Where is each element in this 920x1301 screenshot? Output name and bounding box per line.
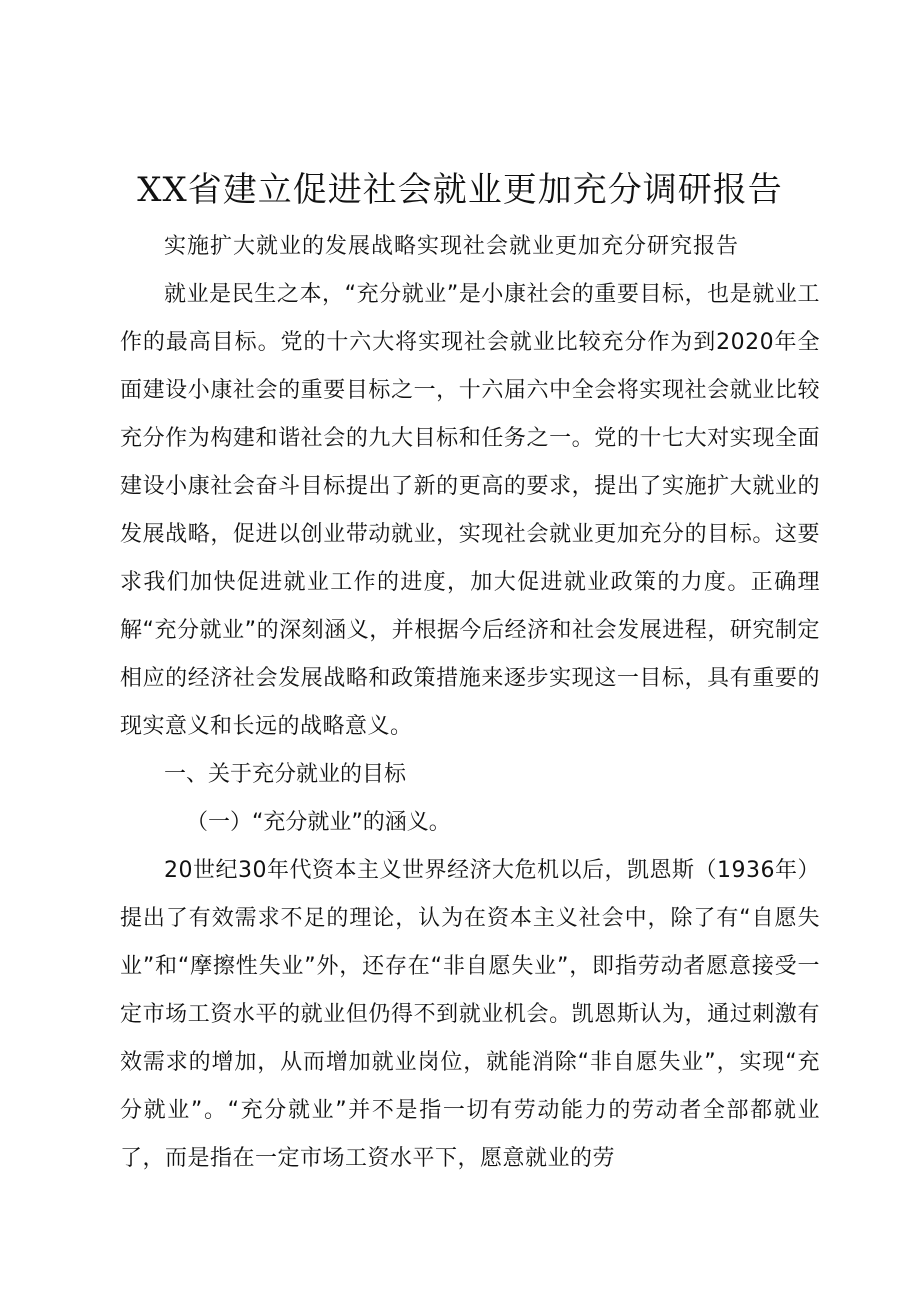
paragraph-intro: 就业是民生之本，“充分就业”是小康社会的重要目标，也是就业工作的最高目标。党的十六大将实现社会就业比较充分作为到2020年全面建设小康社会的重要目标之一，十六届六中全会将实现社会就业比较充分作为构建和谐社会的九大目标和任务之一。党的十七大对实现全面建设小康社会奋斗目标提出了新的更高的要求，提出了实施扩大就业的发展战略，促进以创业带动就业，实现社会就业更加充分的目标。这要求我们加快促进就业工作的进度，加大促进就业政策的力度。正确理解“充分就业”的深刻涵义，并根据今后经济和社会发展进程，研究制定相应的经济社会发展战略和政策措施来逐步实现这一目标，具有重要的现实意义和长远的战略意义。 (120, 282, 820, 739)
section-heading: 一、关于充分就业的目标 (164, 762, 407, 787)
document-body (120, 223, 820, 1183)
document-subtitle: 实施扩大就业的发展战略实现社会就业更加充分研究报告 (164, 234, 740, 259)
subsection-heading: （一）“充分就业”的涵义。 (186, 810, 451, 835)
document-title: XX省建立促进社会就业更加充分调研报告 (137, 170, 783, 210)
paragraph-keynes: 20世纪30年代资本主义世界经济大危机以后，凯恩斯（1936年）提出了有效需求不足的理论，认为在资本主义社会中，除了有“自愿失业”和“摩擦性失业”外，还存在“非自愿失业”，即指劳动者愿意接受一定市场工资水平的就业但仍得不到就业机会。凯恩斯认为，通过刺激有效需求的增加，从而增加就业岗位，就能消除“非自愿失业”，实现“充分就业”。“充分就业”并不是指一切有劳动能力的劳动者全部都就业了，而是指在一定市场工资水平下，愿意就业的劳 (120, 858, 820, 1171)
